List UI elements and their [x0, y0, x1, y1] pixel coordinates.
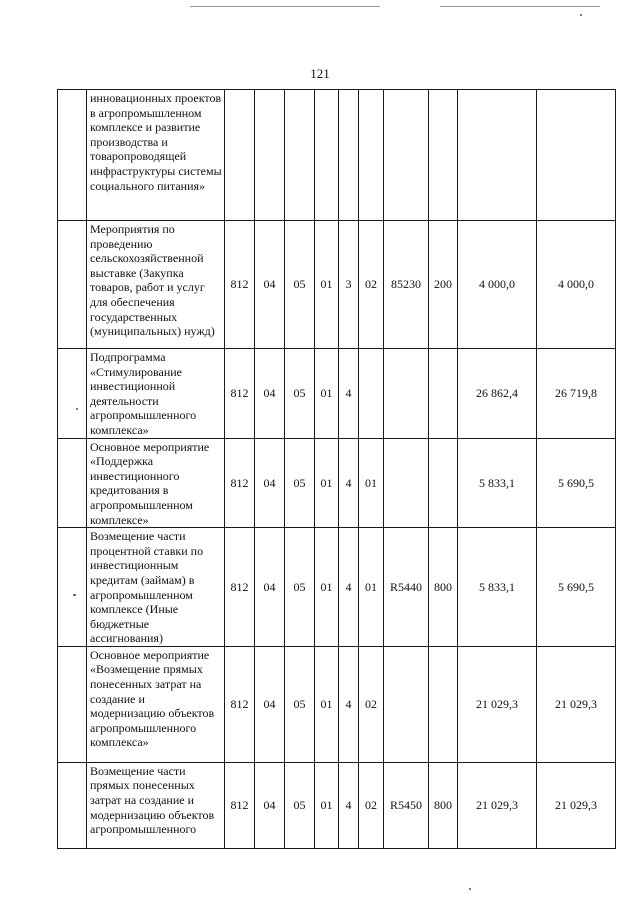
- code-subprogram: [339, 90, 359, 221]
- amount-second: 4 000,0: [537, 221, 616, 349]
- code-subsection: 05: [285, 221, 315, 349]
- table-row: [58, 646, 616, 762]
- page-number: 121: [310, 66, 330, 81]
- code-direction: 85230: [384, 221, 429, 349]
- code-event: [359, 90, 384, 221]
- code-ministry: 812: [225, 646, 255, 762]
- code-program: [315, 90, 339, 221]
- code-program: 01: [315, 762, 339, 848]
- code-section: 04: [255, 221, 285, 349]
- code-program: 01: [315, 646, 339, 762]
- row-name: Возмещение части прямых понесенных затрат на создание и модернизацию объектов агропромышленного: [87, 762, 225, 848]
- code-direction: [384, 90, 429, 221]
- scan-speck: [73, 594, 76, 596]
- code-ministry: 812: [225, 349, 255, 439]
- code-program: 01: [315, 438, 339, 528]
- amount-second: 21 029,3: [537, 646, 616, 762]
- code-subprogram: 4: [339, 646, 359, 762]
- row-name: Основное мероприятие «Возмещение прямых понесенных затрат на создание и модернизацию объектов агропромышленного комплекса»: [87, 646, 225, 762]
- code-subsection: [285, 90, 315, 221]
- amount-first: [458, 90, 537, 221]
- code-ministry: 812: [225, 528, 255, 647]
- code-program: 01: [315, 349, 339, 439]
- code-direction: [384, 349, 429, 439]
- code-subprogram: 3: [339, 221, 359, 349]
- code-event: 02: [359, 646, 384, 762]
- code-direction: [384, 646, 429, 762]
- row-name: инновационных проектов в агропромышленном комплексе и развитие производства и товаропроводящей инфраструктуры системы социального питания»: [87, 90, 225, 221]
- code-section: 04: [255, 528, 285, 647]
- code-section: 04: [255, 438, 285, 528]
- code-expense-type: [429, 646, 458, 762]
- amount-first: 5 833,1: [458, 438, 537, 528]
- code-direction: R5440: [384, 528, 429, 647]
- budget-table: [57, 89, 616, 849]
- row-index: [58, 762, 87, 848]
- code-event: [359, 349, 384, 439]
- table-row: [58, 438, 616, 528]
- amount-second: 26 719,8: [537, 349, 616, 439]
- amount-second: 5 690,5: [537, 438, 616, 528]
- amount-first: 21 029,3: [458, 762, 537, 848]
- table-row: [58, 221, 616, 349]
- code-expense-type: [429, 349, 458, 439]
- row-name: Подпрограмма «Стимулирование инвестиционной деятельности агропромышленного комплекса»: [87, 349, 225, 439]
- code-event: 02: [359, 221, 384, 349]
- code-section: [255, 90, 285, 221]
- scan-speck: [580, 14, 582, 16]
- code-subsection: 05: [285, 349, 315, 439]
- code-subsection: 05: [285, 646, 315, 762]
- row-index: [58, 528, 87, 647]
- code-expense-type: [429, 90, 458, 221]
- amount-first: 4 000,0: [458, 221, 537, 349]
- table-row: [58, 90, 616, 221]
- code-subprogram: 4: [339, 528, 359, 647]
- scan-edge-line-right: [440, 6, 600, 7]
- code-expense-type: [429, 438, 458, 528]
- code-expense-type: 200: [429, 221, 458, 349]
- table-row: [58, 349, 616, 439]
- code-ministry: 812: [225, 221, 255, 349]
- code-expense-type: 800: [429, 528, 458, 647]
- amount-second: 21 029,3: [537, 762, 616, 848]
- amount-first: 5 833,1: [458, 528, 537, 647]
- code-event: 01: [359, 438, 384, 528]
- amount-second: [537, 90, 616, 221]
- scan-speck: [76, 408, 78, 410]
- row-index: [58, 646, 87, 762]
- row-name: Основное мероприятие «Поддержка инвестиционного кредитования в агропромышленном комплексе»: [87, 438, 225, 528]
- row-name: Возмещение части процентной ставки по инвестиционным кредитам (займам) в агропромышленном комплексе (Иные бюджетные ассигнования): [87, 528, 225, 647]
- code-subsection: 05: [285, 438, 315, 528]
- code-program: 01: [315, 221, 339, 349]
- amount-first: 21 029,3: [458, 646, 537, 762]
- row-index: [58, 221, 87, 349]
- code-ministry: 812: [225, 762, 255, 848]
- code-section: 04: [255, 349, 285, 439]
- code-subprogram: 4: [339, 349, 359, 439]
- code-subprogram: 4: [339, 438, 359, 528]
- table-row: [58, 762, 616, 848]
- scan-edge-line-left: [190, 6, 380, 7]
- code-section: 04: [255, 646, 285, 762]
- code-direction: R5450: [384, 762, 429, 848]
- code-subsection: 05: [285, 762, 315, 848]
- code-event: 01: [359, 528, 384, 647]
- table-row: [58, 528, 616, 647]
- amount-second: 5 690,5: [537, 528, 616, 647]
- row-index: [58, 349, 87, 439]
- code-ministry: [225, 90, 255, 221]
- code-section: 04: [255, 762, 285, 848]
- amount-first: 26 862,4: [458, 349, 537, 439]
- row-name: Мероприятия по проведению сельскохозяйственной выставке (Закупка товаров, работ и услуг для обеспечения государственных (муниципальных) нужд): [87, 221, 225, 349]
- code-direction: [384, 438, 429, 528]
- code-subsection: 05: [285, 528, 315, 647]
- code-event: 02: [359, 762, 384, 848]
- row-index: [58, 438, 87, 528]
- code-ministry: 812: [225, 438, 255, 528]
- code-subprogram: 4: [339, 762, 359, 848]
- code-expense-type: 800: [429, 762, 458, 848]
- scan-speck: [469, 888, 471, 890]
- row-index: [58, 90, 87, 221]
- code-program: 01: [315, 528, 339, 647]
